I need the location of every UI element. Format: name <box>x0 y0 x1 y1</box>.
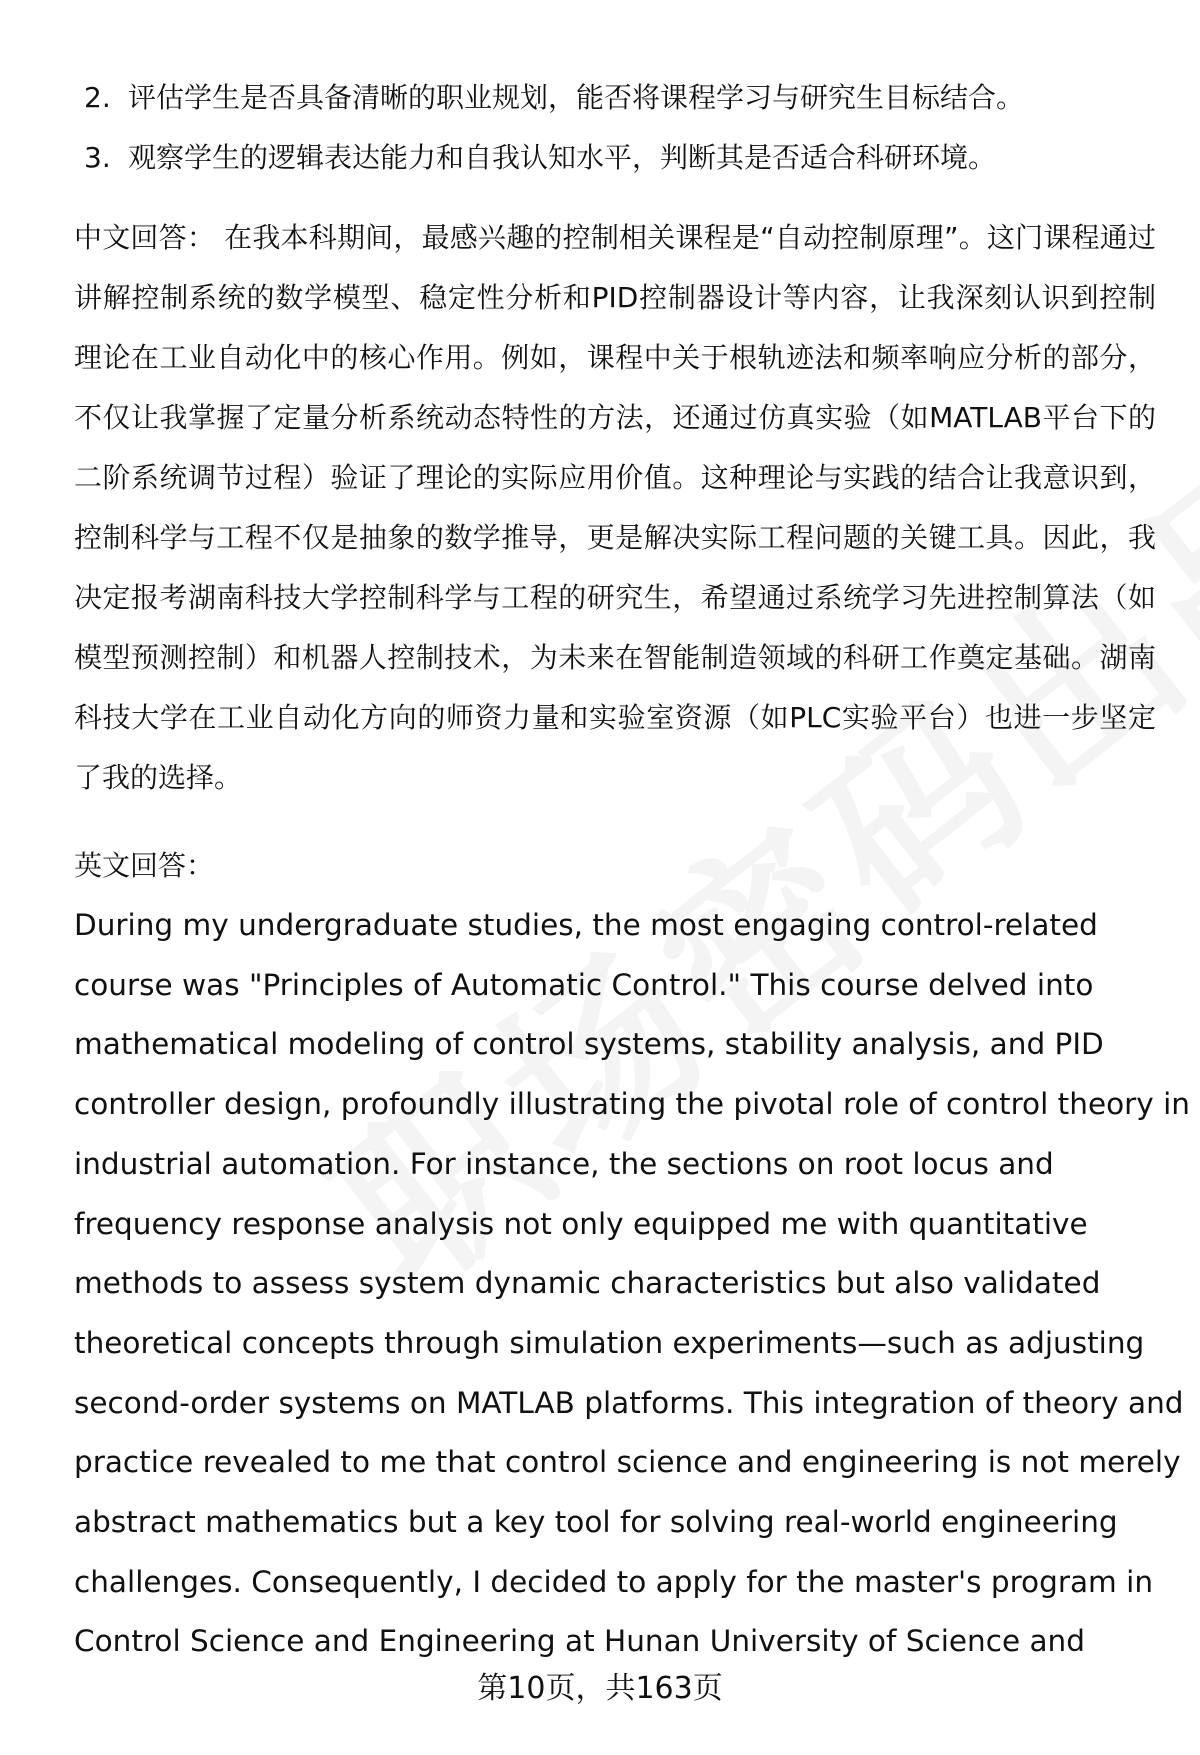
chinese-answer-paragraph: 中文回答： 在我本科期间，最感兴趣的控制相关课程是“自动控制原理”。这门课程通过讲解控制系统的数学模型、稳定性分析和PID控制器设计等内容，让我深刻认识到控制理论在工业自动化中的核心作用。例如，课程中关于根轨迹法和频率响应分析的部分，不仅让我掌握了定量分析系统动态特性的方法，还通过仿真实验（如MATLAB平台下的二阶系统调节过程）验证了理论的实际应用价值。这种理论与实践的结合让我意识到，控制科学与工程不仅是抽象的数学推导，更是解决实际工程问题的关键工具。因此，我决定报考湖南科技大学控制科学与工程的研究生，希望通过系统学习先进控制算法（如模型预测控制）和机器人控制技术，为未来在智能制造领域的科研工作奠定基础。湖南科技大学在工业自动化方向的师资力量和实验室资源（如PLC实验平台）也进一步坚定了我的选择。 <box>74 221 1156 794</box>
english-line: Control Science and Engineering at Hunan University of Science and <box>74 1624 1085 1659</box>
english-line: During my undergraduate studies, the most engaging control-related <box>74 908 1098 942</box>
english-line: challenges. Consequently, I decided to apply for the master's program in <box>74 1564 1154 1599</box>
list-item <box>84 128 1144 188</box>
english-answer-label: 英文回答： <box>74 849 215 882</box>
english-answer-paragraph <box>74 896 1191 1672</box>
english-line: mathematical modeling of control systems, stability analysis, and PID <box>74 1027 1104 1062</box>
list-number: 2. <box>84 81 111 114</box>
english-line: second-order systems on MATLAB platforms. This integration of theory and <box>74 1385 1184 1420</box>
page-number-footer: 第10页，共163页 <box>477 1671 723 1706</box>
english-line: theoretical concepts through simulation experiments—such as adjusting <box>74 1325 1145 1360</box>
list-item <box>84 68 1144 128</box>
list-text: 评估学生是否具备清晰的职业规划，能否将课程学习与研究生目标结合。 <box>128 81 1025 114</box>
list-number: 3. <box>84 141 111 174</box>
english-line: controller design, profoundly illustrating the pivotal role of control theory in <box>74 1087 1191 1122</box>
english-line: abstract mathematics but a key tool for solving real-world engineering <box>74 1505 1118 1540</box>
criteria-list <box>84 68 1144 188</box>
english-line: methods to assess system dynamic characteristics but also validated <box>74 1266 1101 1301</box>
english-line: frequency response analysis not only equipped me with quantitative <box>74 1206 1088 1241</box>
english-line: course was "Principles of Automatic Control." This course delved into <box>74 967 1094 1002</box>
english-line: industrial automation. For instance, the sections on root locus and <box>74 1146 1054 1181</box>
list-text: 观察学生的逻辑表达能力和自我认知水平，判断其是否适合科研环境。 <box>128 141 997 174</box>
english-line: practice revealed to me that control science and engineering is not merely <box>74 1445 1181 1480</box>
